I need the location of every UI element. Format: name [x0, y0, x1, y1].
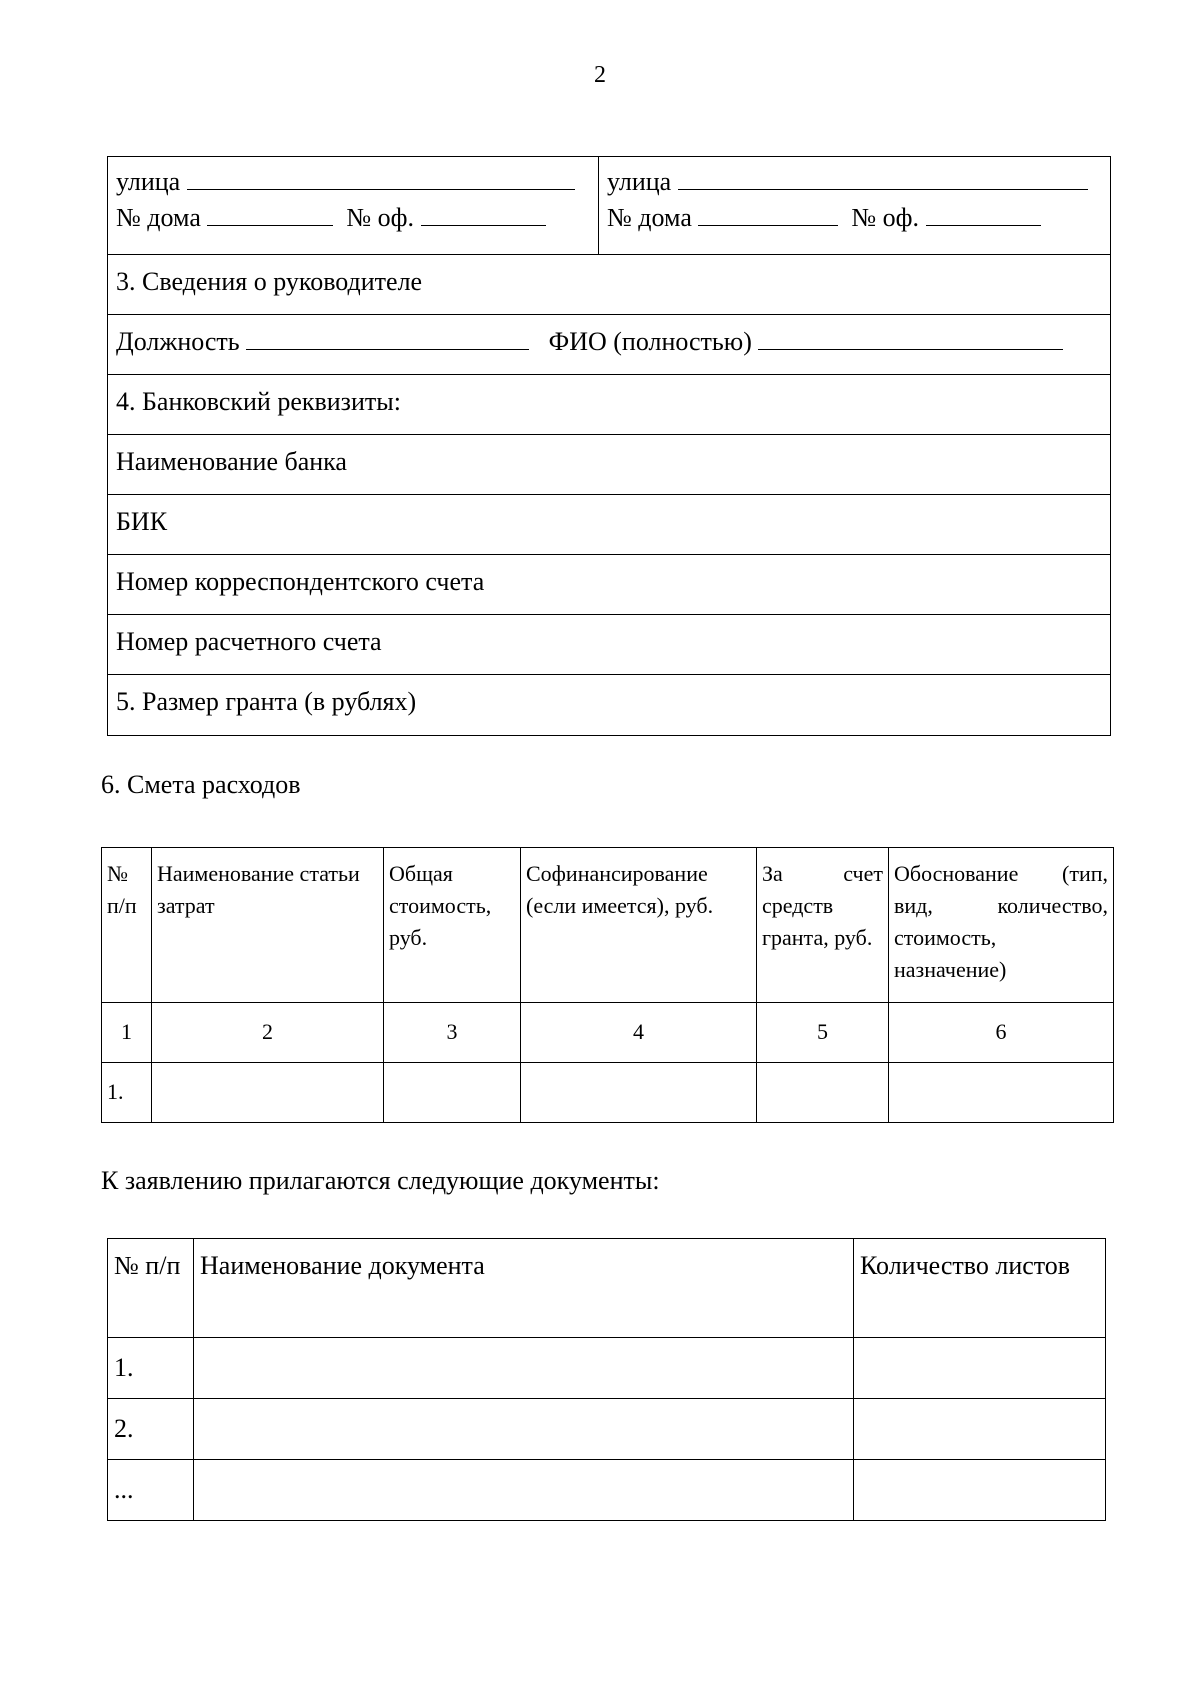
position-label: Должность [116, 327, 240, 356]
house-field[interactable] [698, 224, 838, 226]
attachments-table [107, 1238, 1106, 1521]
budget-column-numbers-row [102, 1002, 1114, 1062]
row-number-cell: ... [108, 1460, 194, 1521]
street-field[interactable] [187, 188, 575, 190]
header-cell: Общая стоимость, руб. [384, 848, 521, 1003]
street-field[interactable] [678, 188, 1088, 190]
bik-row: БИК [108, 495, 1110, 555]
header-cell: Количество листов [854, 1239, 1106, 1338]
street-label: улица [116, 167, 181, 196]
table-cell[interactable] [384, 1062, 521, 1122]
office-field[interactable] [421, 224, 546, 226]
actual-address-cell [599, 157, 1110, 254]
table-cell[interactable] [152, 1062, 384, 1122]
organization-details-table [107, 156, 1111, 736]
table-cell[interactable] [889, 1062, 1114, 1122]
fio-field[interactable] [758, 348, 1063, 350]
table-row [108, 1460, 1106, 1521]
row-number-cell: 2. [108, 1399, 194, 1460]
header-cell: № п/п [102, 848, 152, 1003]
header-cell: Наименование документа [194, 1239, 854, 1338]
attachments-header-row [108, 1239, 1106, 1338]
section-3-title: 3. Сведения о руководителе [108, 255, 1110, 315]
address-row [108, 157, 1110, 255]
table-cell[interactable] [854, 1460, 1106, 1521]
office-label: № оф. [346, 203, 415, 232]
table-cell[interactable] [757, 1062, 889, 1122]
column-number: 3 [384, 1002, 521, 1062]
header-cell: № п/п [108, 1239, 194, 1338]
column-number: 4 [521, 1002, 757, 1062]
table-row [108, 1338, 1106, 1399]
position-field[interactable] [246, 348, 529, 350]
table-cell[interactable] [521, 1062, 757, 1122]
budget-title: 6. Смета расходов [101, 770, 301, 799]
column-number: 1 [102, 1002, 152, 1062]
header-cell: Наименование статьи затрат [152, 848, 384, 1003]
table-row [102, 1062, 1114, 1122]
table-cell[interactable] [194, 1399, 854, 1460]
budget-table [101, 847, 1114, 1123]
budget-header-row [102, 848, 1114, 1003]
house-label: № дома [116, 203, 201, 232]
corr-account-row: Номер корреспондентского счета [108, 555, 1110, 615]
table-cell[interactable] [854, 1399, 1106, 1460]
row-number-cell: 1. [108, 1338, 194, 1399]
header-cell: Софинансирование (если имеется), руб. [521, 848, 757, 1003]
house-field[interactable] [207, 224, 333, 226]
table-cell[interactable] [194, 1460, 854, 1521]
row-number-cell: 1. [102, 1062, 152, 1122]
header-cell: Обоснование (тип, вид, количество, стоимость, назначение) [889, 848, 1114, 1003]
table-cell[interactable] [854, 1338, 1106, 1399]
section-4-title: 4. Банковский реквизиты: [108, 375, 1110, 435]
attachments-title: К заявлению прилагаются следующие документы: [101, 1166, 660, 1195]
director-row [108, 315, 1110, 375]
section-5-title: 5. Размер гранта (в рублях) [116, 687, 417, 716]
street-label: улица [607, 167, 672, 196]
header-cell: За счет средств гранта, руб. [757, 848, 889, 1003]
column-number: 2 [152, 1002, 384, 1062]
office-label: № оф. [851, 203, 920, 232]
column-number: 6 [889, 1002, 1114, 1062]
office-field[interactable] [926, 224, 1041, 226]
settlement-account-row: Номер расчетного счета [108, 615, 1110, 675]
table-row [108, 1399, 1106, 1460]
page-number: 2 [594, 62, 606, 88]
table-cell[interactable] [194, 1338, 854, 1399]
legal-address-cell [108, 157, 599, 254]
bank-name-row: Наименование банка [108, 435, 1110, 495]
fio-label: ФИО (полностью) [548, 327, 752, 356]
house-label: № дома [607, 203, 692, 232]
column-number: 5 [757, 1002, 889, 1062]
